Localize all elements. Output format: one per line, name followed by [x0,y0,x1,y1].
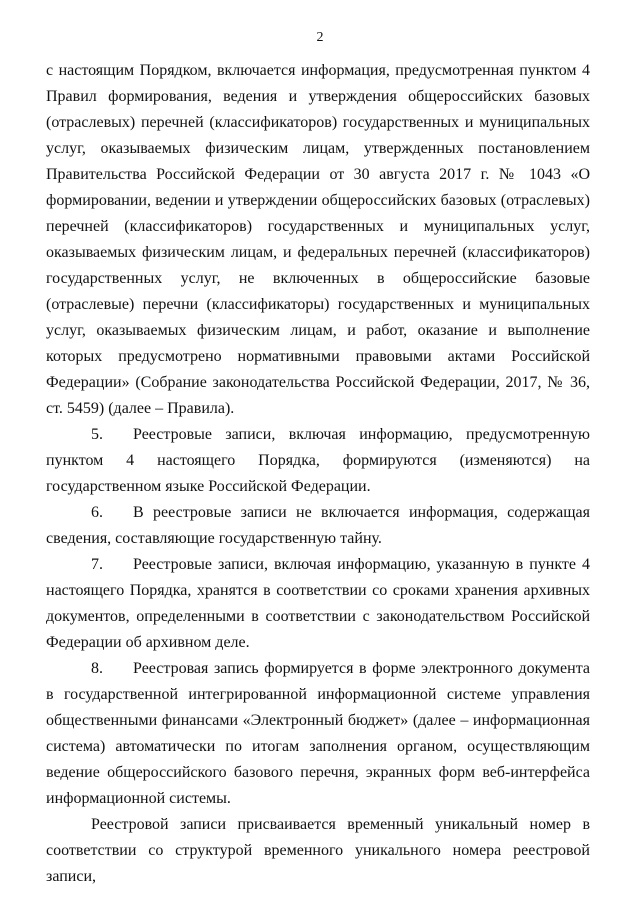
page-number: 2 [316,30,324,45]
paragraph-text: Реестровые записи, включая информацию, предусмотренную пунктом 4 настоящего Порядка, формируются (изменяются) на государственном языке Российской Федерации. [46,426,590,495]
paragraph-number: 5. [91,426,103,443]
paragraph-number: 7. [91,556,103,573]
paragraph-item-8 [46,656,590,812]
paragraph-text: Реестровые записи, включая информацию, указанную в пункте 4 настоящего Порядка, хранятся в соответствии со сроками хранения архивных документов, определенными в соответствии с законодательством Российской Федерации об архивном деле. [46,556,590,651]
paragraph-item-5 [46,422,590,500]
paragraph-unnumbered [46,812,590,890]
paragraph-text: с настоящим Порядком, включается информация, предусмотренная пунктом 4 Правил формирования, ведения и утверждения общероссийских базовых (отраслевых) перечней (классификаторов) государственных и муниципальных услуг, оказываемых физическим лицам, утвержденных постановлением Правительства Российской Федерации от 30 августа 2017 г. № 1043 «О формировании, ведении и утверждении общероссийских базовых (отраслевых) перечней (классификаторов) государственных и муниципальных услуг, оказываемых физическим лицам, и федеральных перечней (классификаторов) государственных услуг, не включенных в общероссийские базовые (отраслевые) перечни (классификаторы) государственных и муниципальных услуг, оказываемых физическим лицам, и работ, оказание и выполнение которых предусмотрено нормативными правовыми актами Российской Федерации» (Собрание законодательства Российской Федерации, 2017, № 36, ст. 5459) (далее – Правила). [46,62,590,417]
paragraph-continuation [46,58,590,422]
paragraph-item-6 [46,500,590,552]
paragraph-item-7 [46,552,590,656]
paragraph-text: В реестровые записи не включается информация, содержащая сведения, составляющие государственную тайну. [46,504,590,547]
document-body [46,58,590,890]
paragraph-number: 6. [91,504,103,521]
paragraph-text: Реестровой записи присваивается временный уникальный номер в соответствии со структурой временного уникального номера реестровой записи, [46,816,590,885]
paragraph-text: Реестровая запись формируется в форме электронного документа в государственной интегрированной информационной системе управления общественными финансами «Электронный бюджет» (далее – информационная система) автоматически по итогам заполнения органом, осуществляющим ведение общероссийского базового перечня, экранных форм веб-интерфейса информационной системы. [46,660,590,807]
paragraph-number: 8. [91,660,103,677]
